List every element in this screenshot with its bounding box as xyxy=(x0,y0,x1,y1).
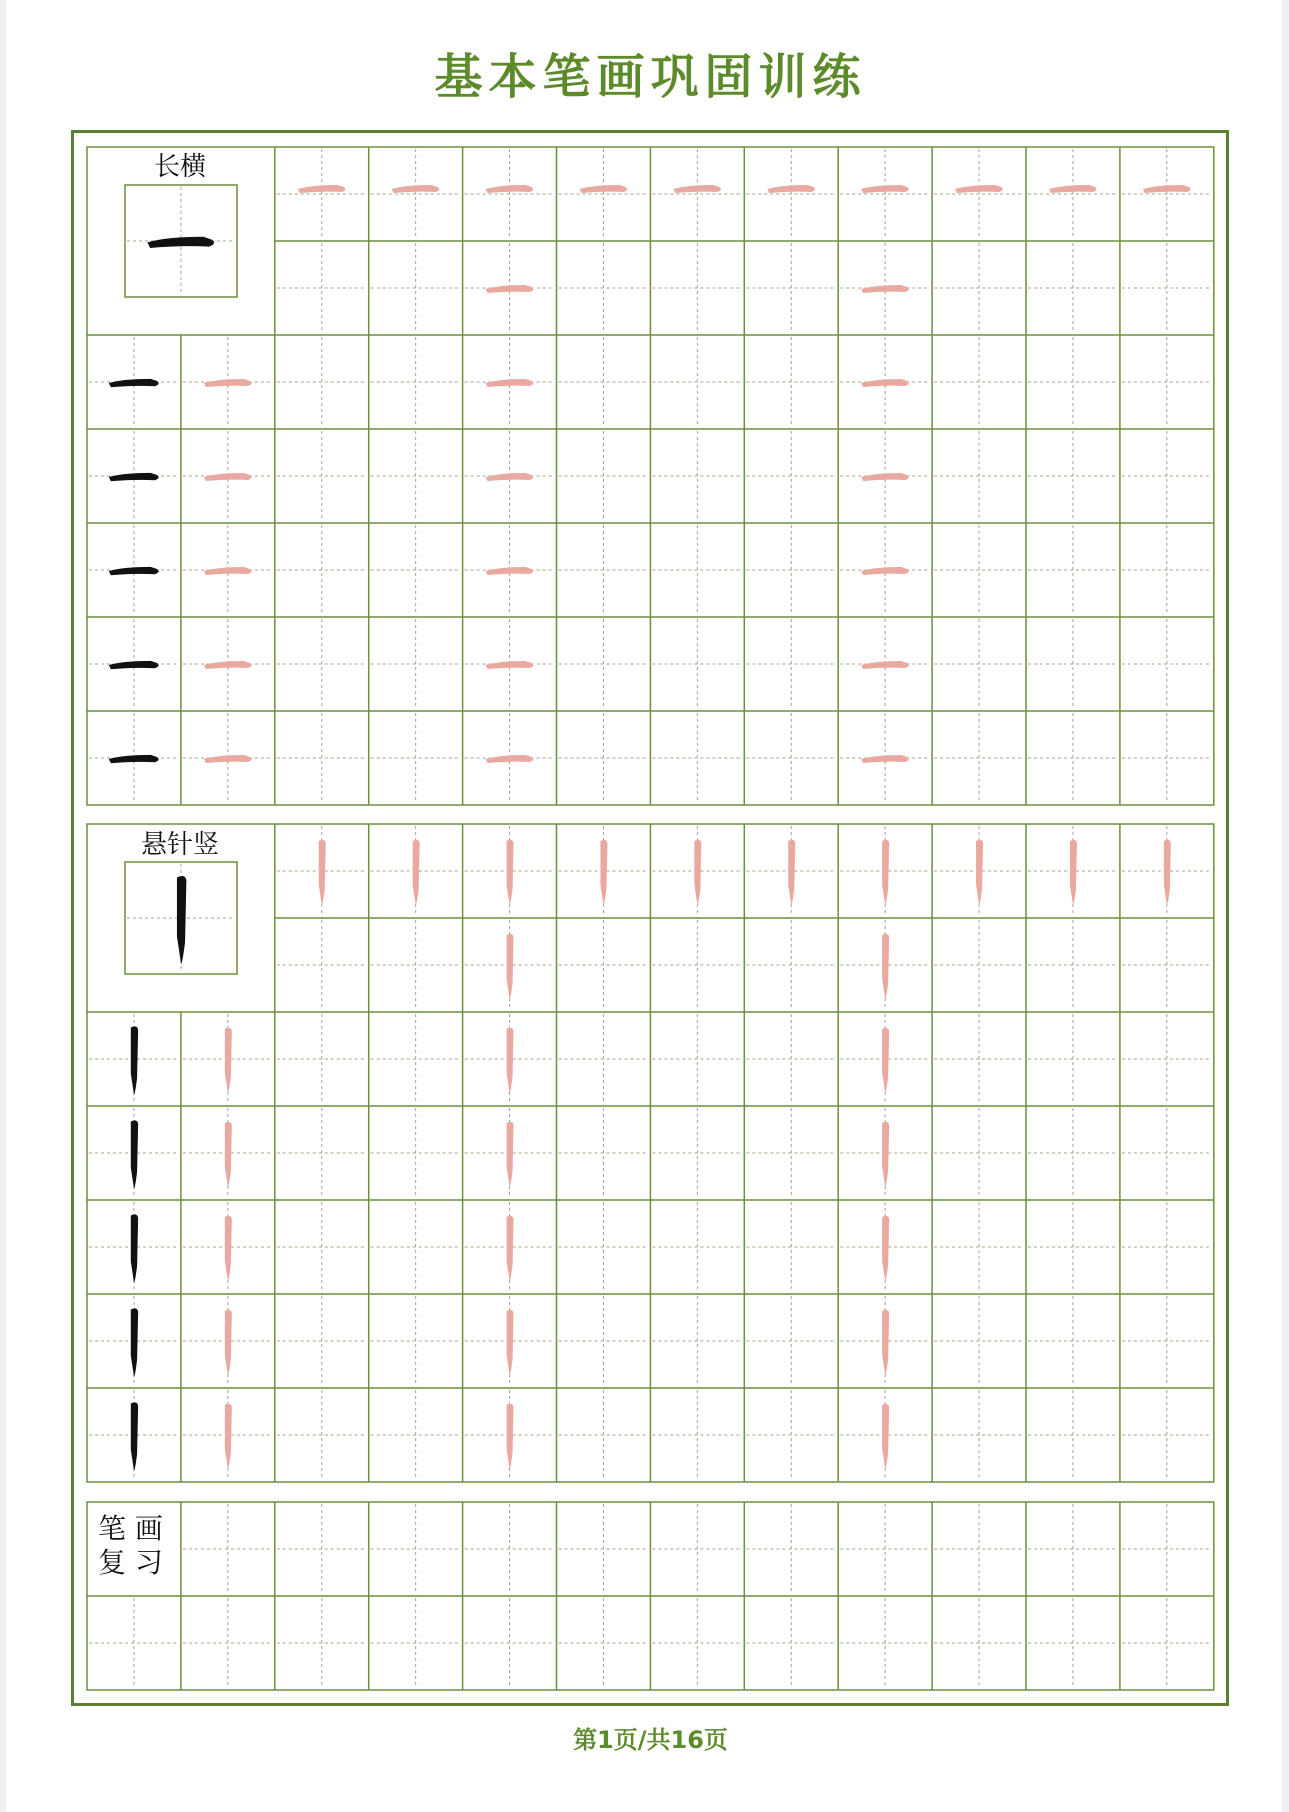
section-2-title: 悬针竖 xyxy=(140,830,219,860)
trace-stroke xyxy=(507,1310,514,1375)
practice-grid xyxy=(6,0,1289,1812)
trace-stroke xyxy=(882,1028,889,1093)
trace-stroke xyxy=(507,934,514,999)
page-footer: 第1页/共16页 xyxy=(573,1726,728,1754)
trace-stroke xyxy=(225,1028,232,1093)
trace-stroke xyxy=(788,840,795,905)
trace-stroke xyxy=(507,1028,514,1093)
trace-stroke xyxy=(882,934,889,999)
trace-stroke xyxy=(225,1404,232,1469)
trace-stroke xyxy=(507,1216,514,1281)
trace-stroke xyxy=(413,840,420,905)
trace-stroke xyxy=(507,1122,514,1187)
trace-stroke xyxy=(600,840,607,905)
page-title: 基本笔画巩固训练 xyxy=(434,49,867,105)
sample-stroke xyxy=(131,1308,138,1376)
sample-stroke xyxy=(131,1120,138,1188)
trace-stroke xyxy=(882,1122,889,1187)
sample-stroke xyxy=(131,1214,138,1282)
trace-stroke xyxy=(507,1404,514,1469)
trace-stroke xyxy=(1164,840,1171,905)
trace-stroke xyxy=(225,1216,232,1281)
trace-stroke xyxy=(882,1216,889,1281)
trace-stroke xyxy=(882,840,889,905)
trace-stroke xyxy=(507,840,514,905)
trace-stroke xyxy=(225,1122,232,1187)
sample-stroke xyxy=(131,1402,138,1470)
trace-stroke xyxy=(1070,840,1077,905)
trace-stroke xyxy=(319,840,326,905)
review-label-line2: 复 习 xyxy=(98,1546,163,1579)
section-1-title: 长横 xyxy=(153,152,206,182)
sample-stroke xyxy=(131,1026,138,1094)
trace-stroke xyxy=(882,1404,889,1469)
trace-stroke xyxy=(882,1310,889,1375)
review-label-line1: 笔 画 xyxy=(98,1512,163,1545)
trace-stroke xyxy=(225,1310,232,1375)
review-label xyxy=(98,1512,163,1580)
trace-stroke xyxy=(976,840,983,905)
worksheet-page xyxy=(6,0,1282,1812)
trace-stroke xyxy=(694,840,701,905)
